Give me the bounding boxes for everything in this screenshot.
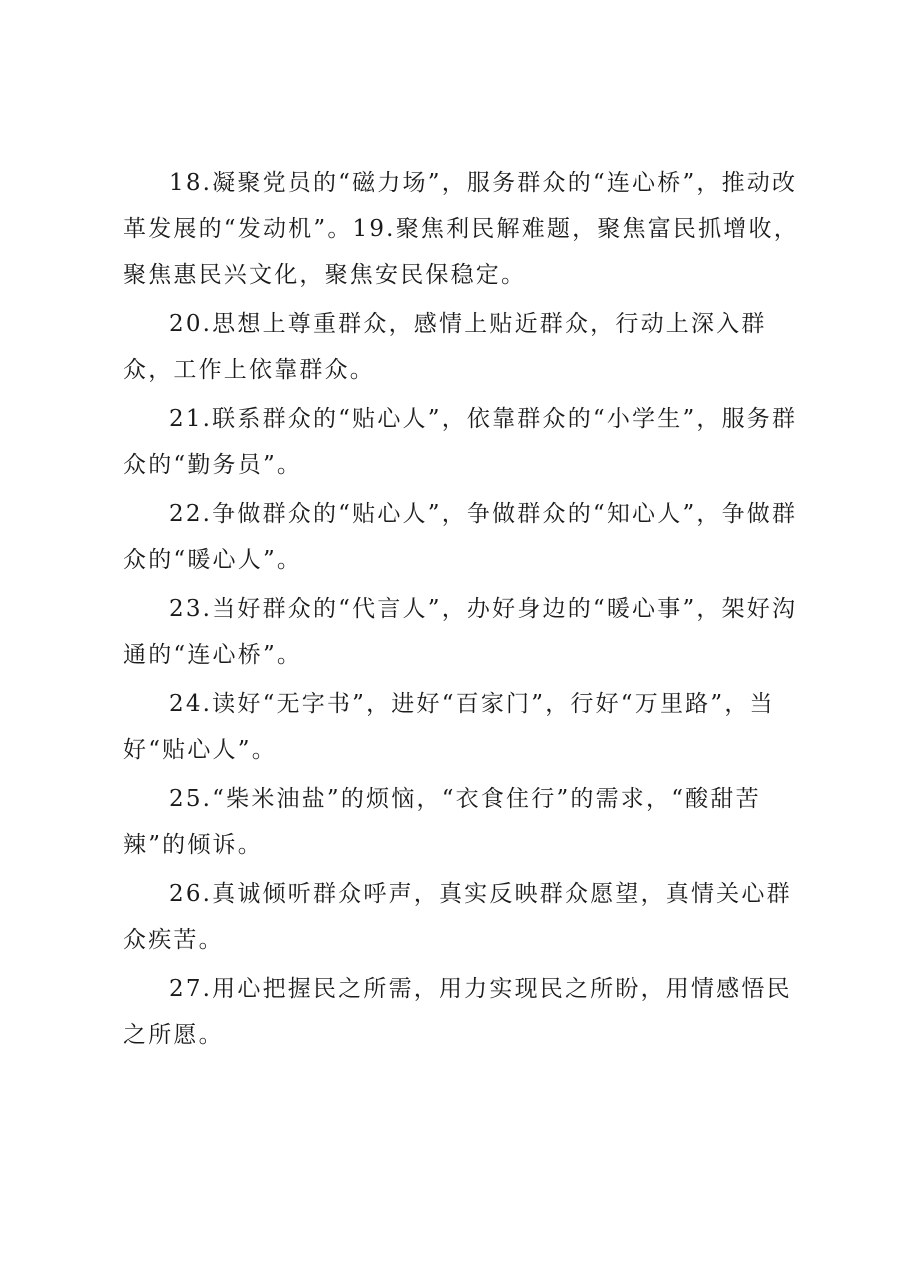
paragraph-18-19: 18.凝聚党员的“磁力场”，服务群众的“连心桥”，推动改革发展的“发动机”。19.聚焦利民解难题，聚焦富民抓增收，聚焦惠民兴文化，聚焦安民保稳定。 (123, 170, 799, 288)
paragraph-22: 22.争做群众的“贴心人”，争做群众的“知心人”，争做群众的“暖心人”。 (123, 501, 798, 573)
paragraph-23: 23.当好群众的“代言人”，办好身边的“暖心事”，架好沟通的“连心桥”。 (123, 596, 798, 668)
paragraph-24: 24.读好“无字书”，进好“百家门”，行好“万里路”，当好“贴心人”。 (123, 691, 775, 763)
document-body (123, 160, 803, 1061)
paragraph-25: 25.“柴米油盐”的烦恼，“衣食住行”的需求，“酸甜苦辣”的倾诉。 (123, 786, 761, 858)
paragraph-27: 27.用心把握民之所需，用力实现民之所盼，用情感悟民之所愿。 (123, 976, 792, 1048)
paragraph-21: 21.联系群众的“贴心人”，依靠群众的“小学生”，服务群众的“勤务员”。 (123, 406, 798, 478)
paragraph-20: 20.思想上尊重群众，感情上贴近群众，行动上深入群众，工作上依靠群众。 (123, 311, 767, 383)
paragraph-26: 26.真诚倾听群众呼声，真实反映群众愿望，真情关心群众疾苦。 (123, 881, 792, 953)
